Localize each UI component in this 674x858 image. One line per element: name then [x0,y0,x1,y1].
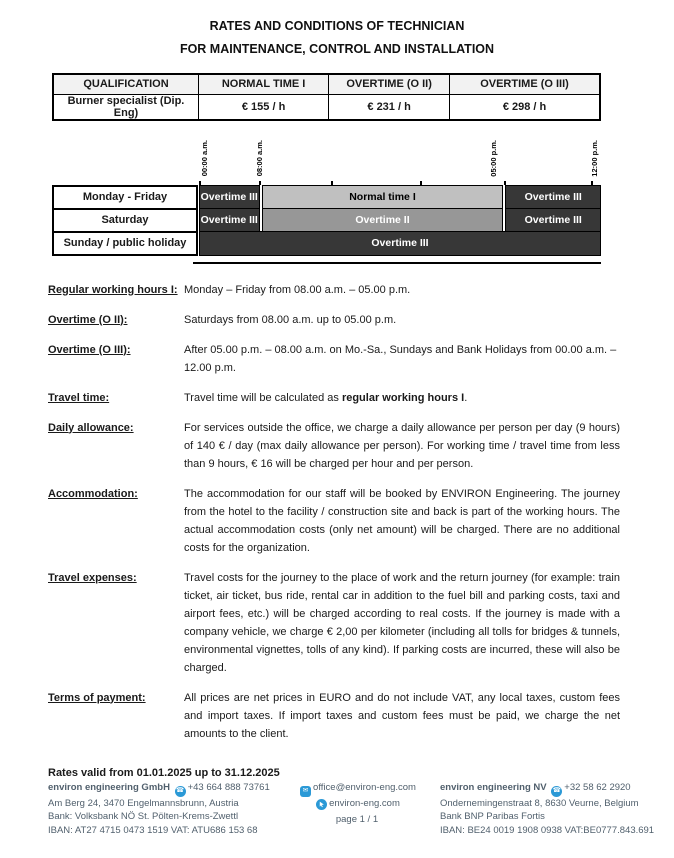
section [48,311,620,329]
time-label: 12:00 p.m. [590,139,600,177]
page-title [0,0,674,60]
working-hours-chart [52,131,601,264]
section [48,689,620,743]
section [48,341,620,377]
section-text-part: regular working hours I [341,391,465,404]
validity-note: Rates valid from 01.01.2025 up to 31.12.2025 [48,766,280,779]
section-label: Terms of payment: [48,691,146,704]
conditions-sections [48,281,620,743]
schedule-row [52,208,601,233]
rates-table-cell: € 155 / h [199,94,329,120]
footer-contact-center [288,781,426,837]
schedule-row-label: Monday - Friday [52,185,198,210]
section-label: Travel time: [48,391,110,404]
schedule-row [52,231,601,256]
time-label: 05:00 p.m. [489,139,499,177]
section-text: All prices are net prices in EURO and do not include VAT, any local taxes, custom fees and import taxes. If import taxes and custom fees must be paid, we charge the net amounts to the client. [184,691,620,740]
section [48,281,620,299]
footer-line: Bank: Volksbank NÖ St. Pölten-Krems-Zwettl [48,811,239,823]
rates-table-cell: € 231 / h [329,94,450,120]
phone-number-austria: +43 664 888 73761 [187,782,270,793]
website-link[interactable]: environ-eng.com [329,797,400,809]
section-text: Saturdays from 08.00 a.m. up to 05.00 p.m. [184,313,397,326]
page-title-line1: RATES AND CONDITIONS OF TECHNICIAN [209,19,465,33]
section [48,389,620,407]
time-axis [198,131,601,181]
schedule-segment: Overtime II [262,208,504,233]
section-label: Daily allowance: [48,421,134,434]
footer-line: IBAN: BE24 0019 1908 0938 VAT:BE0777.843.691 [440,824,655,836]
time-label: 00:00 a.m. [200,140,209,177]
schedule-segment: Overtime III [199,231,601,256]
section-text-part: . [464,391,468,404]
section-text: Monday – Friday from 08.00 a.m. – 05.00 p.m. [184,283,411,296]
section-text: Travel costs for the journey to the place of work and the return journey (for example: train ticket, air ticket, bus ride, rental car in addition to the fuel bill and parking costs, taxi and airport fees, etc.) will be charged according to real costs. If the journey is made with a company vehicle, we charge € 2,00 per kilometer (including all tolls for bridges & tunnels, environmental vignettes, tolls of any kind). If parking costs are incurred, these will also be charged. [184,571,620,674]
cursor-icon [316,799,327,810]
chart-baseline [193,262,601,264]
rates-table-row [53,94,600,120]
section-label: Overtime (O III): [48,343,131,356]
section-text [184,389,620,407]
mail-icon: ✉ [300,786,311,797]
section-label: Overtime (O II): [48,313,128,326]
section-label: Travel expenses: [48,571,137,584]
phone-number-belgium: +32 58 62 2920 [564,782,631,793]
schedule-segment: Overtime III [199,185,260,210]
rates-table-header-cell: OVERTIME (O III) [450,74,600,94]
footer-line: Am Berg 24, 3470 Engelmannsbrunn, Austria [48,797,239,809]
schedule-segment: Overtime III [505,208,601,233]
schedule-segments [198,231,601,256]
schedule-row-label: Saturday [52,208,198,233]
rates-table-header-cell: NORMAL TIME I [199,74,329,94]
schedule-segment: Overtime III [199,208,260,233]
section-text: The accommodation for our staff will be booked by ENVIRON Engineering. The journey from the hotel to the facility / construction site and back is part of the working hours. The actual accommodation costs (only net amount) will be charged. There are no additional costs for the organization. [184,487,620,554]
footer-line: Ondernemingenstraat 8, 8630 Veurne, Belgium [440,797,639,809]
rates-table [52,73,601,121]
email-link[interactable]: office@environ-eng.com [313,782,416,793]
section-text-part: Travel time will be calculated as [184,391,342,404]
section [48,419,620,473]
schedule-row [52,185,601,210]
section [48,569,620,677]
section-label: Accommodation: [48,487,138,500]
rates-table-cell: € 298 / h [450,94,600,120]
rates-table-header-cell: OVERTIME (O II) [329,74,450,94]
footer-line: IBAN: AT27 4715 0473 1519 VAT: ATU686 153 68 [48,824,258,836]
rates-table-cell: Burner specialist (Dip. Eng) [53,94,199,120]
schedule-segments [198,185,601,210]
section [48,485,620,557]
section-text: For services outside the office, we charge a daily allowance per person per day (9 hours) of 140 € / day (max daily allowance per person). For working time / travel time from less than 9 hours, € 16 will be charged per hour and per person. [184,421,620,470]
rates-table-header-row [53,74,600,94]
time-label: 08:00 a.m. [255,140,265,177]
schedule-segment: Normal time I [262,185,504,210]
page-title-line2: FOR MAINTENANCE, CONTROL AND INSTALLATION [179,41,495,56]
schedule-segment: Overtime III [505,185,601,210]
section-label: Regular working hours I: [48,283,178,296]
company-name-gmbh: environ engineering GmbH [48,782,170,793]
page-footer [48,781,660,837]
page-number: page 1 / 1 [335,814,379,826]
footer-line: Bank BNP Paribas Fortis [440,811,545,823]
footer-company-belgium [426,781,660,837]
footer-company-austria [48,781,288,837]
schedule-row-label: Sunday / public holiday [52,231,198,256]
section-text: After 05.00 p.m. – 08.00 a.m. on Mo.-Sa., Sundays and Bank Holidays from 00.00 a.m. – 12.00 p.m. [184,343,617,374]
phone-icon: ☎ [175,786,186,797]
schedule-segments [198,208,601,233]
company-name-nv: environ engineering NV [440,782,547,793]
phone-icon: ☎ [551,786,562,797]
rates-table-header-cell: QUALIFICATION [53,74,199,94]
